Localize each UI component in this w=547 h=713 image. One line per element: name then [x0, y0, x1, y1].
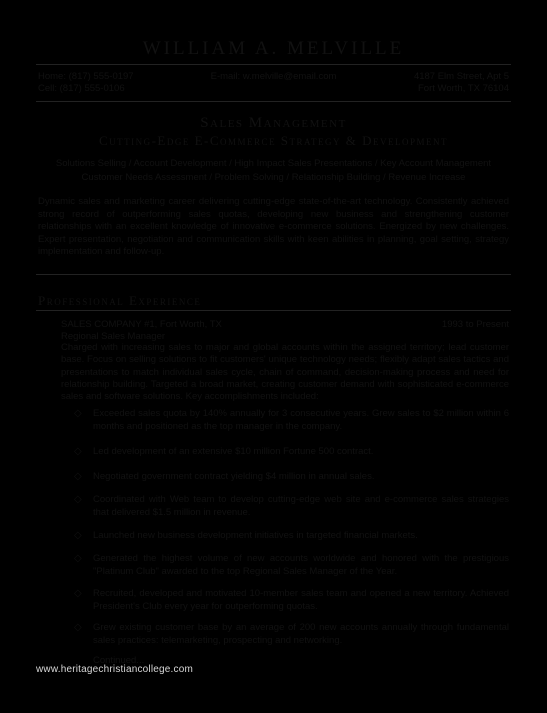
section-rule	[36, 310, 511, 311]
list-item: ◇ Grew existing customer base by an average of 200 new accounts annually through fundamental sales practices: telemarketing, prospecting and networking.	[74, 622, 509, 646]
diamond-bullet-icon: ◇	[74, 471, 82, 482]
list-item: ◇ Coordinated with Web team to develop cutting-edge web site and e-commerce sales strategies that delivered $1.5 million in revenue.	[74, 494, 509, 518]
company-name: SALES COMPANY #1, Fort Worth, TX	[61, 319, 222, 330]
header-rule	[36, 64, 511, 65]
list-item: ◇ Exceeded sales quota by 140% annually for 3 consecutive years. Grew sales to $2 million within 6 months and positioned as the top manager in the company.	[74, 408, 509, 432]
job-role: Regional Sales Manager	[61, 331, 166, 342]
contact-address	[414, 71, 509, 95]
list-item: ◇ Led development of an extensive $10 million Fortune 500 contract.	[74, 446, 374, 457]
diamond-bullet-icon: ◇	[74, 494, 82, 505]
diamond-bullet-icon: ◇	[74, 530, 82, 541]
list-item: ◇ Generated the highest volume of new accounts worldwide and honored with the prestigious "Platinum Club" awarded to the top Regional Sales Manager of the Year.	[74, 553, 509, 577]
job-dates: 1993 to Present	[441, 319, 509, 330]
skills-line-2: Customer Needs Assessment / Problem Solving / Relationship Building / Revenue Increase	[81, 172, 466, 183]
list-item: ◇ Launched new business development initiatives in targeted financial markets.	[74, 530, 418, 541]
core-skills	[30, 157, 517, 185]
headline-title: Sales Management	[200, 115, 347, 131]
home-phone: Home: (817) 555-0197	[38, 71, 134, 82]
job-description: Charged with increasing sales to major and global accounts within the assigned territory; lead customer base. Focus on selling solutions to fit customers' unique technology needs; flexibly adapt sales tactics and presentations to match individual sales cycle, chain of command, decision-making process and need for relationship building. Targeted a broad market, creating customer demand with sophisticated e-commerce sales and software solutions. Key accomplishments included:	[61, 342, 509, 403]
job-header	[61, 319, 509, 343]
diamond-bullet-icon: ◇	[74, 588, 82, 599]
skills-line-1: Solutions Selling / Account Development / High Impact Sales Presentations / Key Account Management	[55, 158, 492, 169]
list-item: ◇ Negotiated government contract yielding $4 million in annual sales.	[74, 471, 375, 482]
diamond-bullet-icon: ◇	[74, 553, 82, 564]
profile-summary: Dynamic sales and marketing career delivering cutting-edge state-of-the-art technology. Consistently achieved strong record of outperforming sales quotas, developing new business and strengthening customer relationships with an excellent knowledge of innovative e-commerce solutions. Energized by new challenges. Expert presentation, negotiation and communication skills with keen abilities in planning, goal setting, strategy implementation and follow-up.	[38, 196, 509, 257]
contact-email: E-mail: w.melville@email.com	[210, 71, 337, 82]
summary-rule	[36, 274, 511, 275]
address-line-2: Fort Worth, TX 76104	[418, 83, 509, 94]
list-item: ◇ Recruited, developed and motivated 10-member sales team and opened a new territory. Achieved President's Club every year for outperforming quotas.	[74, 588, 509, 612]
section-heading-experience: Professional Experience	[38, 293, 202, 308]
contact-rule	[36, 101, 511, 102]
diamond-bullet-icon: ◇	[74, 446, 82, 457]
headline-subtitle: Cutting-Edge E-Commerce Strategy & Development	[98, 133, 449, 148]
diamond-bullet-icon: ◇	[74, 622, 82, 633]
watermark-link[interactable]: www.heritagechristiancollege.com	[36, 664, 194, 675]
candidate-name: WILLIAM A. MELVILLE	[142, 38, 405, 59]
diamond-bullet-icon: ◇	[74, 408, 82, 419]
continued-note: Continued...	[93, 655, 145, 666]
cell-phone: Cell: (817) 555-0106	[38, 83, 125, 94]
address-line-1: 4187 Elm Street, Apt 5	[413, 71, 509, 82]
